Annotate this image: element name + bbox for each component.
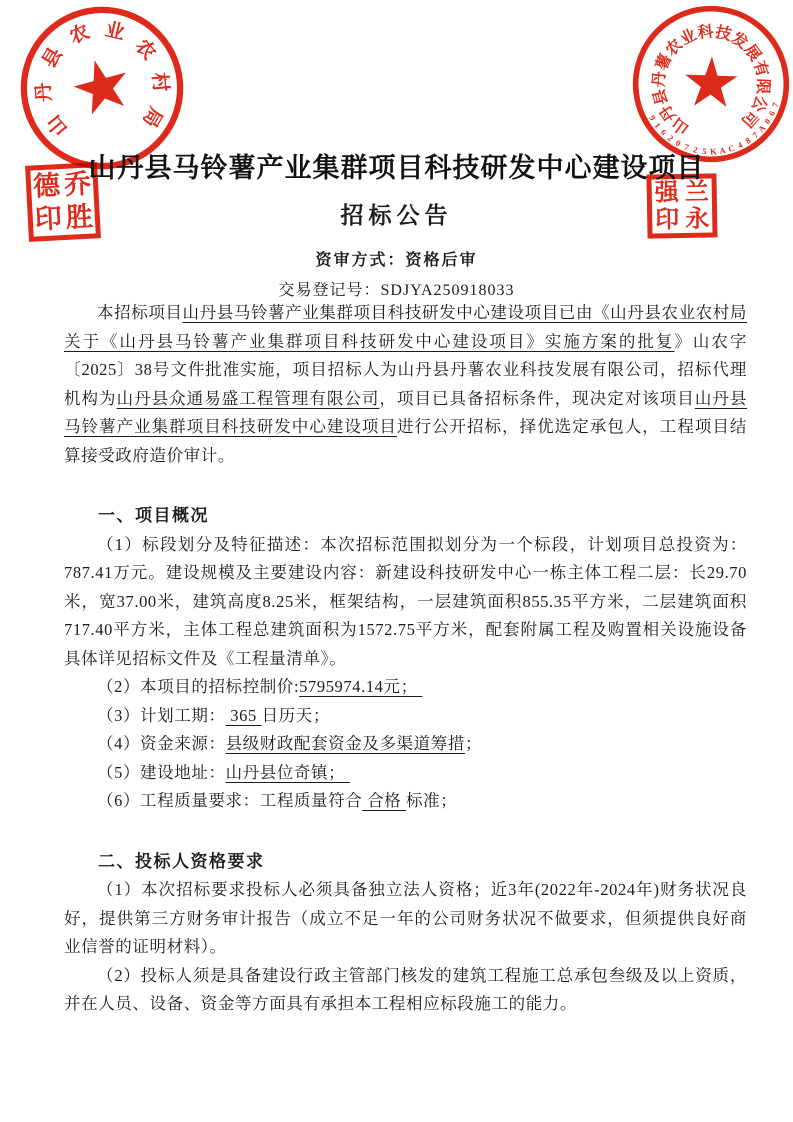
seal-char: 兰 xyxy=(684,179,709,206)
seal-char: 胜 xyxy=(65,201,94,233)
svg-text:业: 业 xyxy=(677,26,700,49)
svg-text:县: 县 xyxy=(650,87,672,107)
document-body xyxy=(64,299,747,1019)
svg-text:K: K xyxy=(709,146,717,157)
svg-text:A: A xyxy=(755,122,768,135)
star-icon xyxy=(68,53,134,117)
svg-text:6: 6 xyxy=(658,127,669,138)
svg-text:山: 山 xyxy=(43,110,73,140)
intro-paragraph: 本招标项目山丹县马铃薯产业集群项目科技研发中心建设项目已由《山丹县农业农村局关于《山丹县马铃薯产业集群项目科技研发中心建设项目》实施方案的批复》山农字〔2025〕38号文件批准实施，项目招标人为山丹县丹薯农业科技发展有限公司，招标代理机构为山丹县众通易盛工程管理有限公司，项目已具备招标条件，现决定对该项目山丹县马铃薯产业集群项目科技研发中心建设项目进行公开招标，择优选定承包人，工程项目结算接受政府造价审计。 xyxy=(64,303,748,465)
svg-text:山: 山 xyxy=(669,114,693,138)
svg-text:有: 有 xyxy=(749,58,771,79)
svg-text:4: 4 xyxy=(735,139,745,151)
svg-text:9: 9 xyxy=(647,113,658,123)
svg-text:8: 8 xyxy=(743,135,753,146)
svg-text:局: 局 xyxy=(137,103,166,131)
svg-text:0: 0 xyxy=(674,137,683,149)
svg-text:薯: 薯 xyxy=(653,51,676,74)
section1-item2: （2）本项目的招标控制价:5795974.14元； xyxy=(97,677,423,696)
section1-item1: （1）标段划分及特征描述：本次招标范围拟划分为一个标段，计划项目总投资为：787.41万元。建设规模及主要建设内容：新建设科技研发中心一栋主体工程二层：长29.70米，宽37.00米，建筑高度8.25米，框架结构，一层建筑面积855.35平方米，二层建筑面积717.40平方米，主体工程总建筑面积为1572.75平方米，配套附属工程及购置相关设施设备具体详见招标文件及《工程量清单》。 xyxy=(64,534,747,668)
section2-item1: （1）本次招标要求投标人必须具备独立法人资格；近3年(2022年-2024年)财务状况良好，提供第三方财务审计报告（成立不足一年的公司财务状况不做要求，但须提供良好商业信誉的证明材料）。 xyxy=(64,880,747,956)
section1-item6: （6）工程质量要求：工程质量符合 合格 标准； xyxy=(97,791,458,810)
document-subtitle: 招标公告 xyxy=(340,203,453,228)
svg-text:6: 6 xyxy=(766,109,778,118)
svg-text:7: 7 xyxy=(750,129,761,141)
svg-text:展: 展 xyxy=(740,41,764,65)
svg-text:发: 发 xyxy=(728,29,751,53)
section1-heading: 一、项目概况 xyxy=(98,506,209,525)
document-title: 山丹县马铃薯产业集群项目科技研发中心建设项目 xyxy=(88,153,705,183)
section2-item2: （2）投标人须是具备建设行政主管部门核发的建筑工程施工总承包叁级及以上资质，并在人员、设备、资金等方面具有承担本工程相应标段施工的能力。 xyxy=(64,965,747,1013)
svg-text:科: 科 xyxy=(696,23,715,43)
svg-text:5: 5 xyxy=(701,145,707,157)
svg-text:村: 村 xyxy=(147,71,171,93)
svg-text:丹: 丹 xyxy=(33,81,56,103)
svg-text:农: 农 xyxy=(662,36,686,60)
svg-text:C: C xyxy=(727,142,736,154)
seal-char: 永 xyxy=(685,206,710,233)
svg-text:2: 2 xyxy=(665,132,676,144)
review-method: 资审方式：资格后审 xyxy=(315,252,478,269)
svg-text:2: 2 xyxy=(692,144,699,155)
svg-text:技: 技 xyxy=(713,23,733,45)
svg-text:业: 业 xyxy=(103,19,127,45)
seal-char: 印 xyxy=(34,203,63,235)
svg-text:公: 公 xyxy=(747,92,770,115)
section1-item5: （5）建设地址：山丹县位奇镇； xyxy=(97,762,350,782)
seal-char: 印 xyxy=(655,206,680,233)
section2-heading: 二、投标人资格要求 xyxy=(98,851,265,871)
svg-text:限: 限 xyxy=(753,78,772,95)
svg-text:丹: 丹 xyxy=(650,70,669,89)
svg-text:县: 县 xyxy=(38,44,67,72)
star-icon xyxy=(684,56,738,108)
seal-char: 德 xyxy=(32,170,61,202)
seal-char: 强 xyxy=(654,179,679,206)
svg-text:0: 0 xyxy=(761,116,773,126)
seal-char: 乔 xyxy=(63,168,92,200)
section1-item3: （3）计划工期： 365 日历天； xyxy=(97,705,330,725)
registration-number: 交易登记号：SDJYA250918033 xyxy=(278,282,515,299)
svg-text:1: 1 xyxy=(652,120,663,131)
section1-item4: （4）资金来源：县级财政配套资金及多渠道筹措； xyxy=(97,734,483,753)
svg-text:A: A xyxy=(718,145,727,156)
svg-text:7: 7 xyxy=(682,141,691,153)
svg-text:农: 农 xyxy=(130,35,160,65)
svg-text:丹: 丹 xyxy=(656,101,680,125)
svg-text:农: 农 xyxy=(66,21,93,49)
svg-text:司: 司 xyxy=(737,106,761,130)
svg-text:7: 7 xyxy=(769,101,781,109)
